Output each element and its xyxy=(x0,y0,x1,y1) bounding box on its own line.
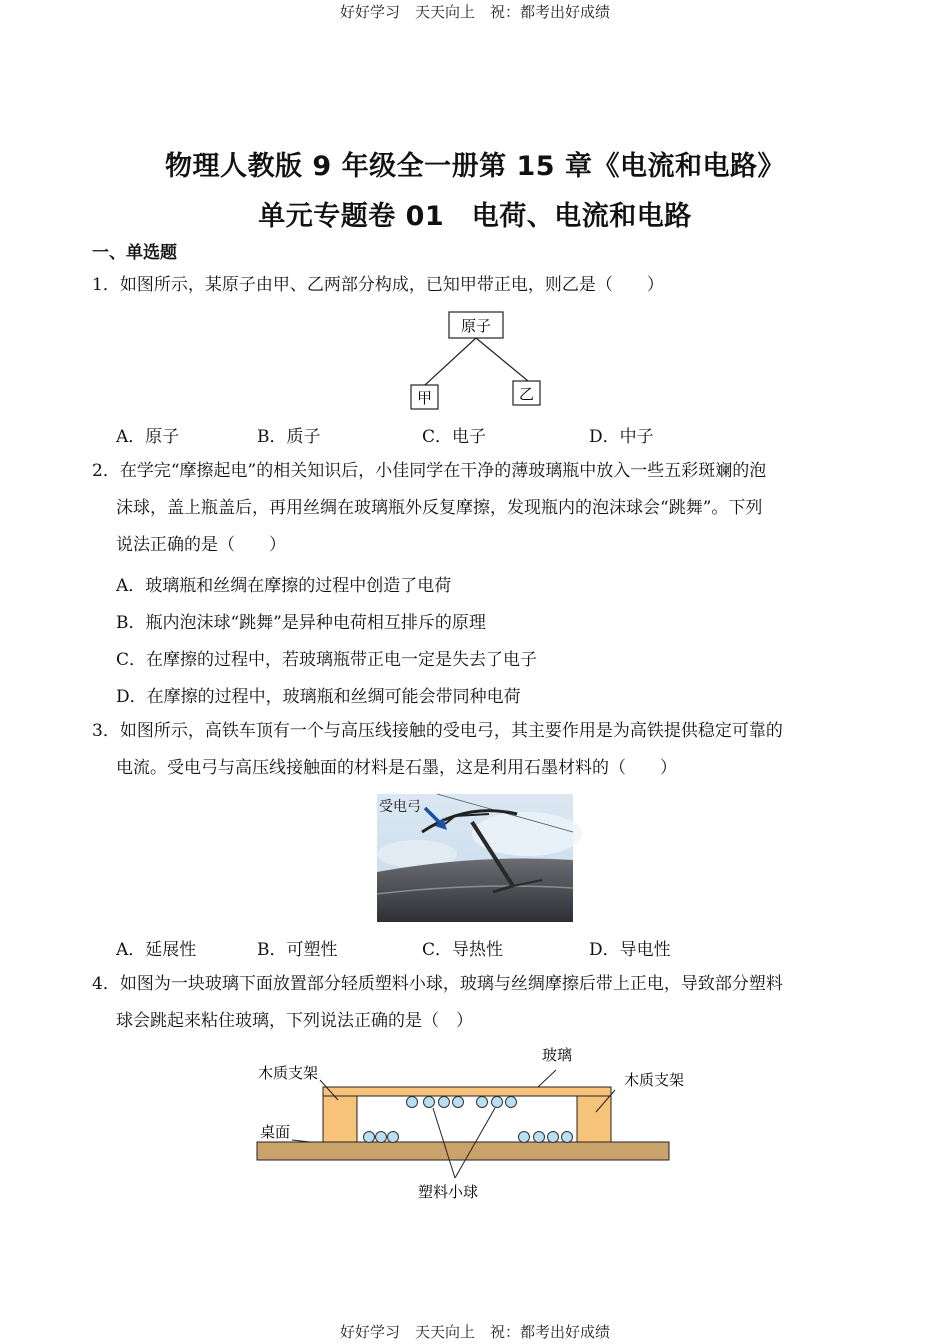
glass-plate xyxy=(323,1087,611,1096)
balls-label: 塑料小球 xyxy=(418,1183,479,1201)
q3-option-c[interactable]: C．导热性 xyxy=(422,940,504,960)
q2-line-3: 说法正确的是（ ） xyxy=(116,535,286,555)
section-label: 一、单选题 xyxy=(92,243,177,263)
ball xyxy=(376,1132,387,1143)
ball xyxy=(562,1132,573,1143)
ball xyxy=(388,1132,399,1143)
q3-option-a[interactable]: A．延展性 xyxy=(116,940,197,960)
ball xyxy=(548,1132,559,1143)
q1-option-c[interactable]: C．电子 xyxy=(422,427,487,447)
ball xyxy=(407,1097,418,1108)
ball xyxy=(439,1097,450,1108)
ball xyxy=(477,1097,488,1108)
q2-option-b[interactable]: B．瓶内泡沫球“跳舞”是异种电荷相互排斥的原理 xyxy=(116,613,486,633)
left-support xyxy=(323,1096,357,1142)
ball xyxy=(453,1097,464,1108)
upper-balls xyxy=(407,1097,517,1108)
glass-label: 玻璃 xyxy=(542,1046,573,1064)
q1-option-b[interactable]: B．质子 xyxy=(257,427,321,447)
table-top xyxy=(257,1142,669,1160)
atom-right-branch xyxy=(476,338,528,381)
q4-line-2: 球会跳起来粘住玻璃，下列说法正确的是（ ） xyxy=(116,1011,473,1031)
left-support-label: 木质支架 xyxy=(258,1064,319,1082)
ball xyxy=(506,1097,517,1108)
q1-option-a[interactable]: A．原子 xyxy=(116,427,180,447)
ball xyxy=(492,1097,503,1108)
ball xyxy=(534,1132,545,1143)
q2-option-d[interactable]: D．在摩擦的过程中，玻璃瓶和丝绸可能会带同种电荷 xyxy=(116,687,521,707)
q3-line-2: 电流。受电弓与高压线接触面的材料是石墨，这是利用石墨材料的（ ） xyxy=(116,758,677,778)
atom-label: 原子 xyxy=(460,317,492,335)
title-line-1: 物理人教版 9 年级全一册第 15 章《电流和电路》 xyxy=(165,151,785,182)
q2-line-2: 沫球，盖上瓶盖后，再用丝绸在玻璃瓶外反复摩擦，发现瓶内的泡沫球会“跳舞”。下列 xyxy=(116,498,763,518)
atom-diagram xyxy=(400,305,550,415)
pantograph-label: 受电弓 xyxy=(379,799,421,815)
ball xyxy=(424,1097,435,1108)
q1-option-d[interactable]: D．中子 xyxy=(589,427,654,447)
q3-option-b[interactable]: B．可塑性 xyxy=(257,940,338,960)
q2-line-1: 2．在学完“摩擦起电”的相关知识后，小佳同学在干净的薄玻璃瓶中放入一些五彩斑斓的泡 xyxy=(92,461,767,481)
title-line-2: 单元专题卷 01 电荷、电流和电路 xyxy=(258,201,692,232)
q2-option-c[interactable]: C．在摩擦的过程中，若玻璃瓶带正电一定是失去了电子 xyxy=(116,650,538,670)
q2-option-a[interactable]: A．玻璃瓶和丝绸在摩擦的过程中创造了电荷 xyxy=(116,576,452,596)
lower-balls xyxy=(364,1132,573,1143)
right-support-label: 木质支架 xyxy=(624,1071,685,1089)
page-header: 好好学习 天天向上 祝：都考出好成绩 xyxy=(339,3,610,21)
atom-left-branch xyxy=(425,338,476,385)
table-label: 桌面 xyxy=(260,1123,291,1141)
glass-leader xyxy=(538,1070,556,1087)
pantograph-photo xyxy=(377,794,573,922)
ball xyxy=(519,1132,530,1143)
q3-line-1: 3．如图所示，高铁车顶有一个与高压线接触的受电弓，其主要作用是为高铁提供稳定可靠的 xyxy=(92,721,783,741)
right-support xyxy=(577,1096,611,1142)
ball xyxy=(364,1132,375,1143)
q4-line-1: 4．如图为一块玻璃下面放置部分轻质塑料小球，玻璃与丝绸摩擦后带上正电，导致部分塑料 xyxy=(92,974,783,994)
part-jia-label: 甲 xyxy=(416,389,433,407)
q1-line-1: 1．如图所示，某原子由甲、乙两部分构成，已知甲带正电，则乙是（ ） xyxy=(92,275,664,295)
part-yi-label: 乙 xyxy=(518,385,535,403)
page-footer: 好好学习 天天向上 祝：都考出好成绩 xyxy=(339,1323,610,1341)
glass-balls-diagram xyxy=(250,1040,685,1210)
q3-option-d[interactable]: D．导电性 xyxy=(589,940,671,960)
